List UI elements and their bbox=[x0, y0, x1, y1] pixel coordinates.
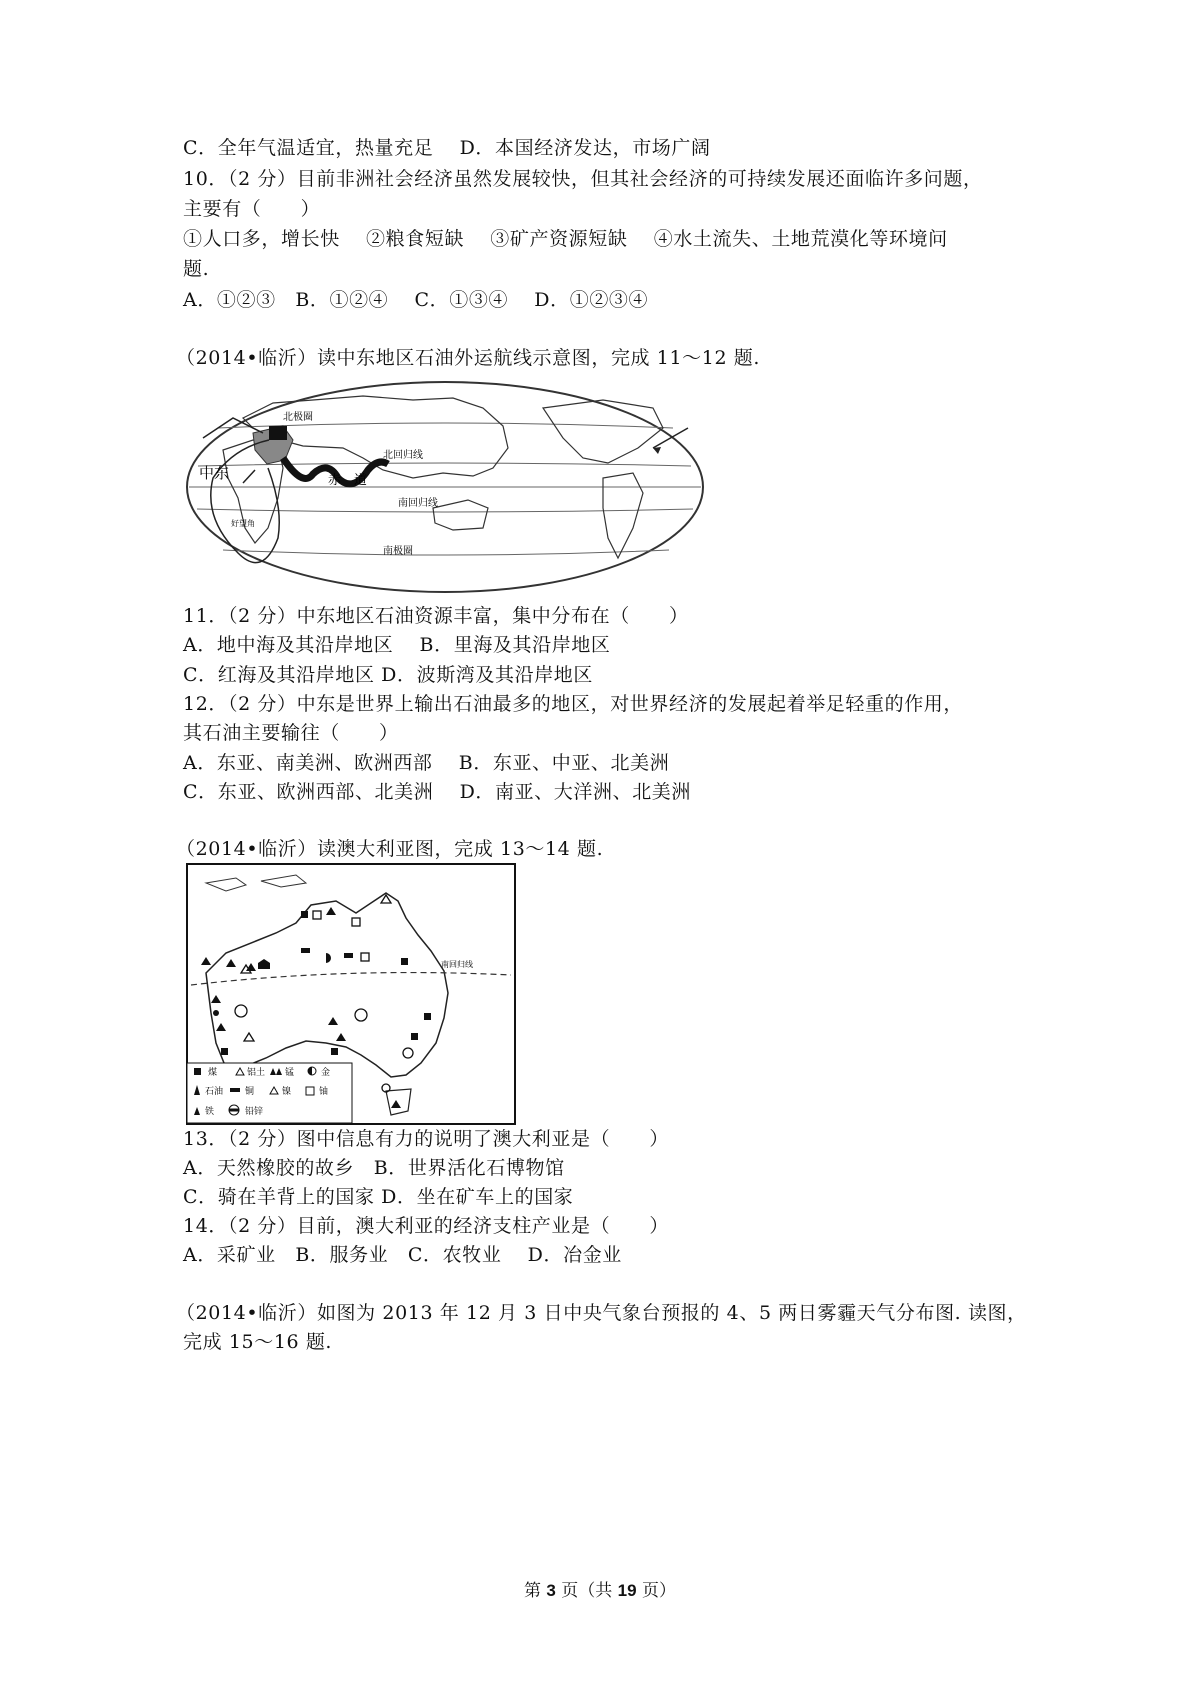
legend-copper: 铜 bbox=[245, 1087, 255, 1097]
tasmania-outline bbox=[386, 1089, 411, 1115]
label-tropic-capricorn: 南回归线 bbox=[398, 498, 438, 509]
label-tropic: 南回归线 bbox=[441, 960, 473, 969]
oil-symbol bbox=[213, 1010, 219, 1016]
legend-manganese: 锰 bbox=[285, 1068, 295, 1078]
q13-options-cd: C．骑在羊背上的国家 D．坐在矿车上的国家 bbox=[183, 1186, 574, 1208]
label-middle-east: 中东 bbox=[199, 464, 230, 482]
q11-options-ab: A．地中海及其沿岸地区 B．里海及其沿岸地区 bbox=[183, 634, 611, 656]
group-intro-15-16: （2014•临沂）如图为 2013 年 12 月 3 日中央气象台预报的 4、5 两日雾霾天气分布图. 读图， bbox=[176, 1302, 1027, 1324]
group-intro-11-12: （2014•临沂）读中东地区石油外运航线示意图，完成 11～12 题. bbox=[176, 347, 761, 369]
group-intro-13-14: （2014•临沂）读澳大利亚图，完成 13～14 题. bbox=[176, 838, 604, 860]
coal-symbol bbox=[221, 1048, 228, 1055]
q14-options: A．采矿业 B．服务业 C．农牧业 D．冶金业 bbox=[183, 1244, 622, 1266]
copper-symbol bbox=[344, 953, 353, 958]
copper-symbol bbox=[301, 948, 310, 953]
middle-east-oil-routes-map bbox=[183, 378, 707, 596]
legend-bauxite: 铝土 bbox=[247, 1068, 266, 1078]
coal-symbol bbox=[331, 1048, 338, 1055]
q14-stem: 14．（2 分）目前，澳大利亚的经济支柱产业是（ ） bbox=[183, 1215, 670, 1237]
coal-symbol bbox=[301, 911, 308, 918]
legend-iron: 铁 bbox=[205, 1107, 215, 1117]
label-cape: 好望角 bbox=[231, 519, 255, 528]
q10-options: A．①②③ B．①②④ C．①③④ D．①②③④ bbox=[183, 289, 649, 311]
label-antarctic: 南极圈 bbox=[383, 546, 413, 557]
middle-east-dark-block bbox=[269, 426, 287, 440]
page-total: 19 bbox=[617, 1581, 637, 1600]
legend bbox=[187, 1063, 352, 1123]
q10-items-cont: 题. bbox=[183, 258, 210, 280]
coal-symbol bbox=[401, 958, 408, 965]
q10-stem-cont: 主要有（ ） bbox=[183, 198, 321, 220]
coal-symbol bbox=[424, 1013, 431, 1020]
label-equator: 赤 道 bbox=[328, 473, 368, 488]
q9-options-cd: C．全年气温适宜，热量充足 D．本国经济发达，市场广阔 bbox=[183, 137, 711, 159]
legend-uranium: 铀 bbox=[319, 1087, 329, 1097]
q11-stem: 11．（2 分）中东地区石油资源丰富，集中分布在（ ） bbox=[183, 605, 689, 627]
legend-nickel: 镍 bbox=[282, 1087, 292, 1097]
label-tropic-cancer: 北回归线 bbox=[383, 450, 423, 461]
q11-options-cd: C．红海及其沿岸地区 D．波斯湾及其沿岸地区 bbox=[183, 664, 594, 686]
q12-options-cd: C．东亚、欧洲西部、北美洲 D．南亚、大洋洲、北美洲 bbox=[183, 781, 692, 803]
q10-items: ①人口多，增长快 ②粮食短缺 ③矿产资源短缺 ④水土流失、土地荒漠化等环境问 bbox=[183, 228, 948, 250]
coal-symbol bbox=[411, 1033, 418, 1040]
q12-stem: 12．（2 分）中东是世界上输出石油最多的地区，对世界经济的发展起着举足轻重的作用， bbox=[183, 693, 964, 715]
page-number: 3 bbox=[546, 1581, 556, 1600]
legend-coal: 煤 bbox=[208, 1068, 218, 1078]
legend-oil: 石油 bbox=[205, 1087, 224, 1097]
q10-stem: 10．（2 分）目前非洲社会经济虽然发展较快，但其社会经济的可持续发展还面临许多问题， bbox=[183, 168, 983, 190]
legend-gold: 金 bbox=[321, 1068, 331, 1078]
label-arctic: 北极圈 bbox=[283, 412, 313, 423]
page-footer: 第 3 页（共 19 页） bbox=[523, 1581, 676, 1601]
legend-lead-zinc: 铅锌 bbox=[245, 1107, 264, 1117]
australia-minerals-map bbox=[186, 863, 516, 1125]
q13-stem: 13．（2 分）图中信息有力的说明了澳大利亚是（ ） bbox=[183, 1128, 670, 1150]
q12-stem-cont: 其石油主要输往（ ） bbox=[183, 722, 399, 744]
q13-options-ab: A．天然橡胶的故乡 B．世界活化石博物馆 bbox=[183, 1157, 565, 1179]
q12-options-ab: A．东亚、南美洲、欧洲西部 B．东亚、中亚、北美洲 bbox=[183, 752, 670, 774]
group-intro-15-16-cont: 完成 15～16 题. bbox=[183, 1331, 333, 1353]
